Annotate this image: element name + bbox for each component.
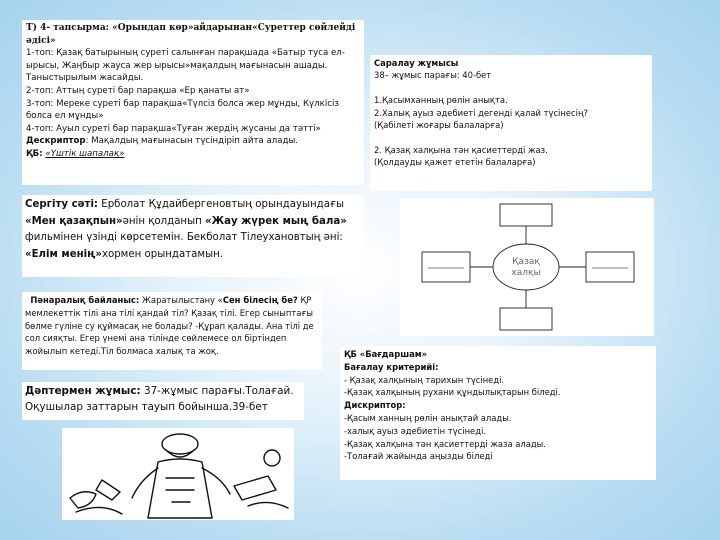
- right-ring: [264, 450, 280, 466]
- illustration-svg: [62, 428, 294, 520]
- saralau-item-3: 2. Қазақ халқына тән қасиеттерді жаз.: [374, 144, 548, 155]
- sergitu-text-1: Ерболат Құдайбергеновтың орындауындағы: [98, 199, 345, 210]
- diagram-center-label-1: Қазақ: [512, 257, 540, 267]
- notebook-work-label: Дәптермен жұмыс:: [25, 385, 141, 397]
- kb-label: ҚБ:: [26, 148, 43, 159]
- right-object: [234, 476, 276, 500]
- descriptor-item-4: -Толағай жайында аңызды біледі: [344, 451, 493, 462]
- diagram-box-left: [422, 252, 470, 282]
- sergitu-block: [22, 195, 364, 277]
- descriptor-item-2: -халық ауыз әдебиетін түсінеді.: [344, 425, 486, 436]
- left-rope: [76, 507, 122, 514]
- saralau-subtitle: 38– жұмыс парағы: 40-бет: [374, 70, 492, 81]
- sergitu-label: Сергіту сәті:: [25, 199, 99, 210]
- criteria-title: Бағалау критерийі:: [344, 361, 439, 372]
- diagram-box-right: [586, 252, 634, 282]
- diagram-box-bottom: [500, 308, 552, 330]
- diagram-box-top: [500, 204, 552, 226]
- sergitu-text-4: хормен орындатамын.: [101, 248, 224, 260]
- criteria-item-2: -Қазақ халқының рухани құндылықтарын біледі.: [344, 387, 561, 398]
- interdisciplinary-text: [25, 294, 319, 358]
- task-line-4: 4-топ: Ауыл суреті бар парақша«Туған жердің жусаны да тәтті»: [26, 123, 321, 134]
- interdisciplinary-label: Пәнаралық байланыс:: [30, 295, 140, 305]
- notebook-work-block: [22, 382, 304, 420]
- saralau-item-3-note: (Қолдауды қажет ететін балаларға): [374, 157, 536, 168]
- right-rope: [248, 502, 288, 508]
- task-kb: [26, 148, 360, 161]
- task-line-1: 1-топ: Қазақ батырының суреті салынған парақшада «Батыр туса ел-ырысы, Жаңбыр жауса жер ырысы»мақалдың мағынасын ашады. Таныстырылым жасайды.: [26, 48, 345, 84]
- interdisciplinary-text-1: Жаратылыстану «: [139, 295, 223, 305]
- task-line-2: 2-топ: Аттың суреті бар парақша «Ер қанаты ат»: [26, 85, 250, 96]
- figure-right-arm: [202, 468, 230, 494]
- kazakh-people-diagram: [400, 198, 654, 336]
- saralau-spacer: [374, 82, 648, 94]
- task-block: [22, 20, 364, 185]
- task-line-3: 3-топ: Мереке суреті бар парақша«Түлсіз болса жер мұнды, Күлкісіз болса ел мұнды»: [26, 98, 339, 122]
- sergitu-text-3: фильмінен үзінді көрсетемін. Бекболат Тілеухановтың әні:: [25, 232, 343, 244]
- descriptor-label: Дескриптор: [26, 136, 86, 147]
- criteria-item-1: - Қазақ халқының тарихын түсінеді.: [344, 374, 505, 385]
- task-title: Т) 4- тапсырма: «Орындап көр»айдарынан«Суреттер сөйлейді әдісі»: [26, 23, 356, 46]
- left-tool: [96, 480, 120, 500]
- kb-text: «Үштік шапалақ»: [45, 148, 125, 159]
- descriptor-item-3: -Қазақ халқына тән қасиеттерді жаза алады.: [344, 438, 546, 449]
- diagram-svg: [400, 198, 654, 336]
- saralau-title: Саралау жұмысы: [374, 58, 459, 68]
- saralau-block: [370, 55, 652, 191]
- left-bag: [70, 492, 96, 508]
- interdisciplinary-block: [22, 292, 322, 370]
- saralau-item-2: 2.Халық ауыз әдебиеті дегенді қалай түсінесің?: [374, 107, 588, 118]
- descriptor-title: Дискриптор:: [344, 400, 406, 411]
- sergitu-text-2: әнін қолданып: [122, 215, 206, 227]
- saralau-spacer-2: [374, 131, 648, 143]
- assessment-title: ҚБ «Бағдаршам»: [344, 349, 427, 359]
- saralau-item-2-note: (Қабілеті жоғары балаларға): [374, 120, 504, 131]
- diagram-center-label-2: халқы: [511, 268, 541, 278]
- saralau-item-1: 1.Қасымханның рөлін анықта.: [374, 95, 508, 106]
- sergitu-song-3: «Елім менің»: [25, 248, 102, 260]
- descriptor-item-1: -Қасым ханның рөлін анықтай алады.: [344, 412, 512, 423]
- descriptor-text: : Мақалдың мағынасын түсіндіріп айта алады.: [85, 136, 298, 147]
- tolagai-illustration: [62, 428, 294, 520]
- figure-pattern: [166, 478, 194, 502]
- interdisciplinary-text-2: ҚР мемлекеттік тілі ана тілі қандай тіл? Қазақ тілі. Егер сыныптағы бөлме гүліне су құймасақ не болады? -Құрап қалады. Ана тілі де сол сияқты. Егер үнемі ана тілінде сөйлемесе ол біртіндеп жойылып кетеді.Тіл болмаса халық та жоқ.: [25, 295, 314, 357]
- assessment-block: [340, 346, 656, 480]
- sergitu-text: [25, 197, 361, 263]
- sergitu-song-2: «Жау жүрек мың бала»: [205, 215, 347, 227]
- sergitu-song-1: «Мен қазақпын»: [25, 215, 123, 227]
- notebook-work-desc: 37-жұмыс парағы.Толағай. Оқушылар заттарын тауып бойынша.39-бет: [25, 385, 294, 413]
- notebook-work-text: [25, 383, 301, 415]
- diagram-center-ellipse: [493, 244, 559, 290]
- interdisciplinary-phrase: Сен білесің бе?: [222, 295, 298, 305]
- task-descriptor: [26, 135, 360, 148]
